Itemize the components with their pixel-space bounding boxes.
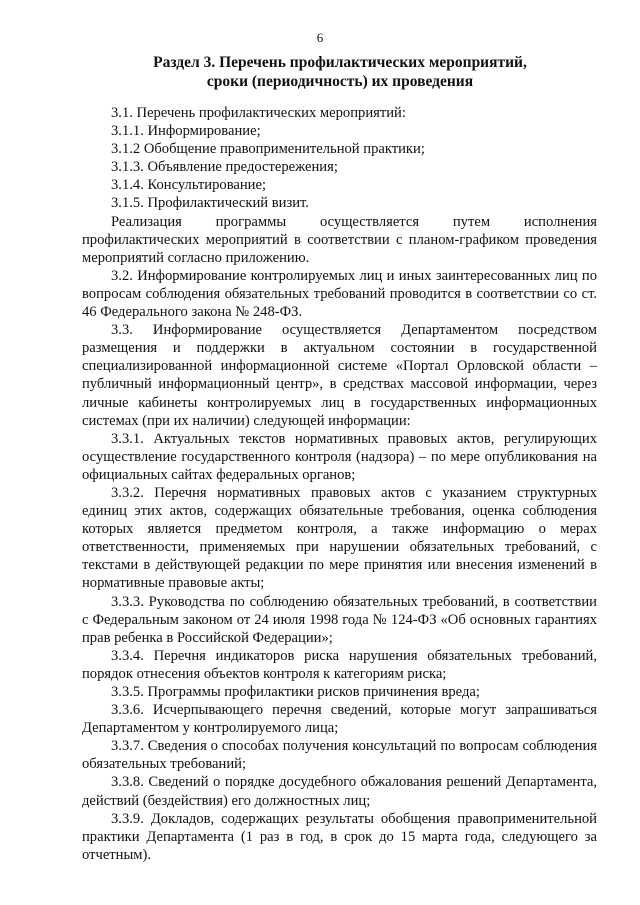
paragraph-3-1-5: 3.1.5. Профилактический визит. (111, 195, 309, 212)
paragraph-3-3-2: 3.3.2. Перечня нормативных правовых актов с указанием структурных единиц этих актов, содержащих обязательные требования, оценка соблюдения которых является предметом контроля, а также информацию о мерах ответственности, применяемых при нарушении обязательных требований, с текстами в действующей редакции по мере принятия или внесения изменений в нормативные правовые акты; (82, 484, 597, 592)
paragraph-3-3-3: 3.3.3. Руководства по соблюдению обязательных требований, в соответствии с Федеральным законом от 24 июля 1998 года № 124-ФЗ «Об основных гарантиях прав ребенка в Российской Федерации»; (82, 593, 597, 646)
paragraph-3-3-9: 3.3.9. Докладов, содержащих результаты обобщения правоприменительной практики Департамента (1 раз в год, в срок до 15 марта года, следующего за отчетным). (82, 810, 597, 863)
paragraph-3-1: 3.1. Перечень профилактических мероприятий: (111, 105, 406, 121)
section-heading (80, 53, 600, 91)
paragraph-3-3-1: 3.3.1. Актуальных текстов нормативных правовых актов, регулирующих осуществление государственного контроля (надзора) – по мере опубликования на официальных сайтах федеральных органов; (82, 430, 597, 483)
document-body (82, 104, 597, 864)
paragraph-3-3-8: 3.3.8. Сведений о порядке досудебного обжалования решений Департамента, действий (бездействия) его должностных лиц; (82, 774, 597, 809)
paragraph-3-1-2: 3.1.2 Обобщение правоприменительной практики; (111, 141, 425, 158)
section-heading-line-1: Раздел 3. Перечень профилактических мероприятий, (153, 54, 527, 71)
page-number: 6 (316, 30, 324, 45)
paragraph-3-3-4: 3.3.4. Перечня индикаторов риска нарушения обязательных требований, порядок отнесения объектов контроля к категориям риска; (82, 647, 597, 682)
paragraph-3-3: 3.3. Информирование осуществляется Департаментом посредством размещения и поддержки в актуальном состоянии в государственной специализированной информационной системе «Портал Орловской области – публичный информационный центр», в средствах массовой информации, через личные кабинеты контролируемых лиц в государственных информационных системах (при их наличии) следующей информации: (82, 322, 597, 429)
paragraph-implementation: Реализация программы осуществляется путем исполнения профилактических мероприятий в соответствии с планом-графиком проведения мероприятий согласно приложению. (82, 213, 597, 266)
paragraph-3-2: 3.2. Информирование контролируемых лиц и иных заинтересованных лиц по вопросам соблюдения обязательных требований проводится в соответствии со ст. 46 Федерального закона № 248-ФЗ. (82, 267, 597, 321)
section-heading-line-2: сроки (периодичность) их проведения (206, 73, 474, 90)
paragraph-3-1-3: 3.1.3. Объявление предостережения; (111, 159, 338, 176)
paragraph-3-1-4: 3.1.4. Консультирование; (111, 177, 267, 194)
paragraph-3-3-5: 3.3.5. Программы профилактики рисков причинения вреда; (111, 684, 480, 700)
paragraph-3-3-6: 3.3.6. Исчерпывающего перечня сведений, которые могут запрашиваться Департаментом у контролируемого лица; (82, 702, 597, 737)
paragraph-3-1-1: 3.1.1. Информирование; (111, 123, 261, 140)
paragraph-3-3-7: 3.3.7. Сведения о способах получения консультаций по вопросам соблюдения обязательных требований; (82, 738, 597, 773)
